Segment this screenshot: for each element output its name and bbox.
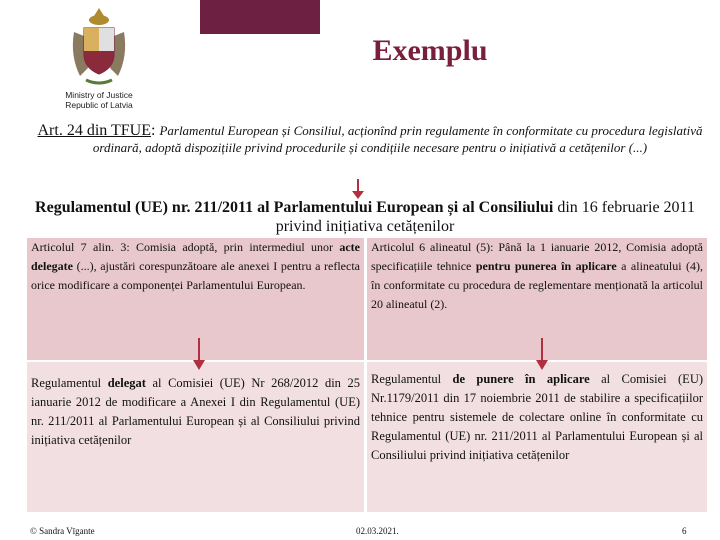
ministry-name-line2: Republic of Latvia: [65, 100, 133, 110]
page-number: 6: [682, 526, 687, 536]
footer-author: © Sandra Vīgante: [30, 526, 95, 536]
delegated-regulation-box: [27, 362, 364, 512]
down-arrow-icon: [192, 338, 206, 370]
box-tl-text-1: Articolul 7 alin. 3: Comisia adoptă, prin intermediul unor: [31, 240, 340, 254]
box-tr-text-2: a alineatului (4), în conformitate cu procedura de reglementare menționată la articolul 20 alineatul (2).: [371, 259, 703, 311]
treaty-article-text: [30, 122, 710, 156]
box-bl-text-1: Regulamentul: [31, 376, 108, 390]
regulation-title-bold: Regulamentul (UE) nr. 211/2011 al Parlamentului European și al Consiliului: [35, 199, 554, 216]
ministry-logo: [44, 6, 154, 118]
box-br-bold: de punere în aplicare: [452, 372, 590, 386]
box-br-text-1: Regulamentul: [371, 372, 453, 386]
ministry-name-line1: Ministry of Justice: [65, 90, 133, 100]
regulation-title: [30, 198, 700, 236]
box-tl-bold: acte delegate: [31, 240, 360, 273]
footer-date: 02.03.2021.: [356, 526, 399, 536]
ministry-name: [44, 90, 154, 110]
down-arrow-icon: [351, 179, 365, 199]
treaty-article-ref: Art. 24 din TFUE: [37, 122, 151, 139]
down-arrow-icon: [535, 338, 549, 370]
coat-of-arms-icon: [68, 6, 130, 88]
implementing-regulation-box: [367, 362, 707, 512]
regulation-title-rest: din 16 februarie 2011 privind inițiativa cetățenilor: [275, 199, 695, 235]
box-tr-text-1: Articolul 6 alineatul (5): Până la 1 ianuarie 2012, Comisia adoptă specificațiile tehnice: [371, 240, 703, 273]
treaty-article-sep: :: [150, 122, 160, 139]
box-tl-text-2: (...), ajustări corespunzătoare ale anexei I pentru a reflecta orice modificare a componenței Parlamentului European.: [31, 259, 360, 292]
box-br-text-2: al Comisiei (EU) Nr.1179/2011 din 17 noiembrie 2011 de stabilire a specificațiilor tehnice pentru sistemele de colectare online în conformitate cu Regulamentul (UE) nr. 211/2011 al Parlamentului European și al Consiliului privind inițiativa cetățenilor: [371, 372, 704, 462]
box-bl-text-2: al Comisiei (UE) Nr 268/2012 din 25 ianuarie 2012 de modificare a Anexei I din Regulamentul (UE) nr. 211/2011 al Parlamentului European și al Consiliului privind inițiativa cetățenilor: [31, 376, 361, 447]
slide-title: Exemplu: [372, 34, 488, 67]
treaty-article-body: Parlamentul European și Consiliul, acționînd prin regulamente în conformitate cu procedura legislativă ordinară, adoptă dispozițiile privind procedurile și condițiile necesare pentru o inițiativă a cetățenilor (...): [92, 123, 703, 155]
header-color-bar: [200, 0, 320, 34]
box-bl-bold: delegat: [107, 376, 146, 390]
box-tr-bold: pentru punerea în aplicare: [475, 259, 617, 273]
